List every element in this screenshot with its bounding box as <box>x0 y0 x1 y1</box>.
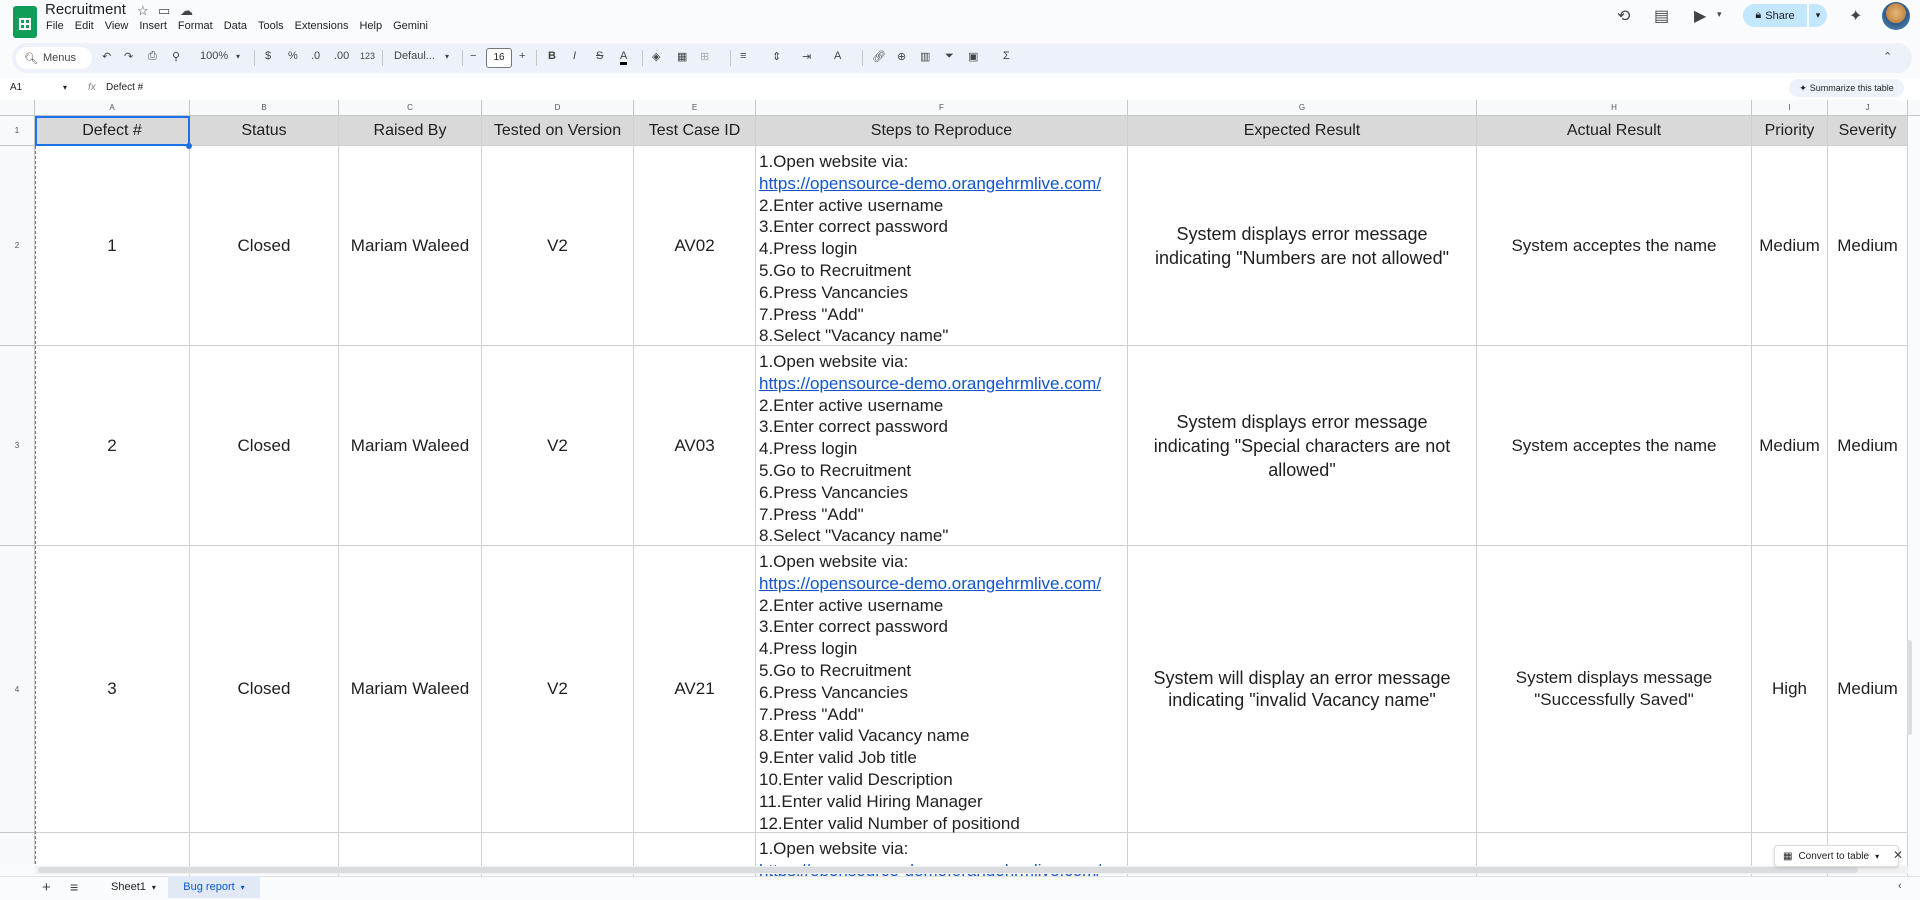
meet-icon[interactable]: ▶ <box>1694 8 1707 25</box>
add-sheet-icon[interactable]: + <box>42 879 51 896</box>
table-cell-status[interactable]: Closed <box>190 346 339 546</box>
step-line: 9.Enter valid Job title <box>759 748 917 768</box>
summarize-label: Summarize this table <box>1809 83 1894 93</box>
document-title[interactable]: Recruitment <box>45 1 126 18</box>
text-rotation-icon[interactable]: A <box>834 50 842 62</box>
step-line: 10.Enter valid Description <box>759 769 953 789</box>
divider <box>730 50 731 66</box>
horizontal-scrollbar-thumb[interactable] <box>38 867 1858 873</box>
table-cell-version[interactable]: V2 <box>482 346 634 546</box>
gemini-sparkle-icon[interactable]: ✦ <box>1849 8 1863 25</box>
strikethrough-button[interactable]: S <box>596 50 604 62</box>
redo-icon[interactable]: ↷ <box>124 51 134 63</box>
column-header-a[interactable]: A <box>35 100 190 115</box>
decrease-decimal-button[interactable]: .0 <box>311 50 321 62</box>
vertical-scrollbar-thumb[interactable] <box>1907 640 1912 735</box>
table-cell-priority[interactable]: Medium <box>1752 346 1828 546</box>
share-button[interactable] <box>1743 4 1807 27</box>
cloud-status-icon[interactable]: ☁ <box>180 3 193 18</box>
table-cell-status[interactable]: Closed <box>190 546 339 833</box>
table-cell-defect[interactable]: 1 <box>35 146 190 346</box>
step-line: 4.Press login <box>759 439 858 459</box>
table-cell-severity[interactable]: Medium <box>1828 146 1908 346</box>
menu-data[interactable]: Data <box>223 20 247 32</box>
italic-button[interactable]: I <box>573 50 577 62</box>
sheet-tab-sheet1[interactable] <box>111 881 156 893</box>
header-cell-actual[interactable]: Actual Result <box>1477 116 1752 146</box>
name-box-dropdown-icon[interactable]: ▾ <box>63 83 68 92</box>
menu-file[interactable]: File <box>46 20 64 32</box>
column-header-j[interactable]: J <box>1828 100 1908 115</box>
step-line: 4.Press login <box>759 639 858 659</box>
font-size-input[interactable]: 16 <box>486 48 512 68</box>
menu-view[interactable]: View <box>104 20 129 32</box>
table-cell-steps[interactable] <box>756 146 1128 346</box>
table-cell-test-case[interactable]: AV02 <box>634 146 756 346</box>
row-header-4[interactable]: 4 <box>0 546 34 833</box>
decrease-font-size-button[interactable]: − <box>470 50 477 62</box>
menu-format[interactable]: Format <box>177 20 213 32</box>
table-cell-expected[interactable]: System will display an error message indicating "invalid Vacancy name" <box>1128 546 1477 833</box>
step-line: 12.Enter valid Number of positiond <box>759 813 1020 833</box>
table-cell-test-case[interactable]: AV21 <box>634 546 756 833</box>
search-icon: 🔍︎ <box>24 52 38 65</box>
fill-color-icon[interactable]: ◈ <box>652 51 661 63</box>
paint-format-icon[interactable]: ⚲ <box>172 51 181 63</box>
undo-icon[interactable]: ↶ <box>102 51 112 63</box>
table-cell-severity[interactable]: Medium <box>1828 346 1908 546</box>
text-color-button[interactable]: A <box>620 50 627 65</box>
menu-tools[interactable]: Tools <box>257 20 284 32</box>
search-menus-input[interactable] <box>16 47 92 69</box>
header-cell-steps[interactable]: Steps to Reproduce <box>756 116 1128 146</box>
insert-comment-icon[interactable]: ⊕ <box>897 51 907 63</box>
column-header-e[interactable]: E <box>634 100 756 115</box>
step-line: 1.Open website via: <box>759 152 909 171</box>
table-cell-actual[interactable]: System acceptes the name <box>1477 346 1752 546</box>
step-line: 5.Go to Recruitment <box>759 260 912 280</box>
share-label: Share <box>1765 9 1795 22</box>
website-link[interactable]: https://opensource-demo.orangehrmlive.com/ <box>759 573 1102 593</box>
table-cell-defect[interactable]: 3 <box>35 546 190 833</box>
filter-views-icon[interactable]: ▣ <box>968 51 979 63</box>
menu-extensions[interactable]: Extensions <box>294 20 349 32</box>
step-line: 8.Select "Vacancy name" <box>759 326 949 346</box>
table-cell-severity[interactable]: Medium <box>1828 546 1908 833</box>
sheet-tab-label: Bug report <box>183 881 235 893</box>
column-header-g[interactable]: G <box>1128 100 1477 115</box>
percent-format-button[interactable]: % <box>288 50 298 62</box>
table-cell-version[interactable]: V2 <box>482 146 634 346</box>
step-line: 6.Press Vancancies <box>759 282 908 302</box>
menu-bar <box>46 20 439 32</box>
close-icon[interactable]: ✕ <box>1893 848 1904 862</box>
header-cell-raised-by[interactable]: Raised By <box>339 116 482 146</box>
website-link[interactable]: https://opensource-demo.orangehrmlive.com/ <box>759 373 1102 393</box>
borders-icon[interactable]: ▦ <box>677 51 688 63</box>
step-line: 1.Open website via: <box>759 839 909 858</box>
table-cell-actual[interactable]: System acceptes the name <box>1477 146 1752 346</box>
all-sheets-icon[interactable]: ≡ <box>70 879 79 895</box>
step-line: 1.Open website via: <box>759 352 909 371</box>
table-cell-version[interactable]: V2 <box>482 546 634 833</box>
table-cell-steps[interactable] <box>756 346 1128 546</box>
step-line: 5.Go to Recruitment <box>759 460 912 480</box>
currency-format-button[interactable]: $ <box>265 50 272 62</box>
table-cell-steps[interactable] <box>756 546 1128 833</box>
step-line: 7.Press "Add" <box>759 304 864 324</box>
sheet-tab-bug-report[interactable] <box>168 876 260 898</box>
functions-button[interactable]: Σ <box>1003 50 1010 62</box>
column-header-d[interactable]: D <box>482 100 634 115</box>
header-cell-version[interactable]: Tested on Version <box>482 116 634 146</box>
move-folder-icon[interactable]: ▭ <box>158 3 171 18</box>
vertical-align-icon[interactable]: ⇕ <box>772 51 782 63</box>
table-cell-priority[interactable]: High <box>1752 546 1828 833</box>
step-line: 5.Go to Recruitment <box>759 660 912 680</box>
step-line: 4.Press login <box>759 239 858 259</box>
zoom-select[interactable]: 100% <box>200 50 229 62</box>
row-header-3[interactable]: 3 <box>0 346 34 546</box>
select-all-corner[interactable] <box>0 100 35 115</box>
lock-icon: 🔒︎ <box>1755 9 1762 21</box>
scroll-left-icon[interactable]: ‹ <box>1898 880 1902 892</box>
table-cell-raised-by[interactable]: Mariam Waleed <box>339 146 482 346</box>
table-cell-defect[interactable]: 2 <box>35 346 190 546</box>
row-header-2[interactable]: 2 <box>0 146 34 346</box>
step-line: 1.Open website via: <box>759 552 909 571</box>
convert-to-table-button[interactable] <box>1774 845 1899 867</box>
font-select[interactable]: Defaul... <box>394 50 435 62</box>
header-cell-status[interactable]: Status <box>190 116 339 146</box>
increase-decimal-button[interactable]: .00 <box>334 50 350 62</box>
increase-font-size-button[interactable]: + <box>519 50 526 62</box>
header-cell-priority[interactable]: Priority <box>1752 116 1828 146</box>
convert-label: Convert to table <box>1798 850 1870 862</box>
table-cell-actual[interactable]: System displays message "Successfully Saved" <box>1477 546 1752 833</box>
step-line: 3.Enter correct password <box>759 217 948 237</box>
sheet-tab-label: Sheet1 <box>111 881 146 893</box>
step-line: 2.Enter active username <box>759 195 944 215</box>
menu-gemini[interactable]: Gemini <box>393 20 428 32</box>
text-wrapping-icon[interactable]: ⇥ <box>802 51 812 63</box>
sheet-tab-dropdown-icon[interactable]: ▾ <box>240 882 245 892</box>
formula-input[interactable]: Defect # <box>106 82 144 93</box>
step-line: 2.Enter active username <box>759 595 944 615</box>
divider <box>862 50 863 66</box>
header-cell-expected[interactable]: Expected Result <box>1128 116 1477 146</box>
share-dropdown-icon[interactable]: ▾ <box>1809 4 1827 27</box>
insert-chart-icon[interactable]: ▥ <box>920 51 931 63</box>
header-cell-test-case[interactable]: Test Case ID <box>634 116 756 146</box>
meet-dropdown-icon[interactable]: ▾ <box>1717 9 1722 19</box>
row-header-bar <box>0 116 35 864</box>
table-icon: ▦ <box>1783 850 1793 862</box>
divider <box>642 50 643 66</box>
column-header-b[interactable]: B <box>190 100 339 115</box>
step-line: 3.Enter correct password <box>759 617 948 637</box>
search-placeholder: Menus <box>42 52 76 64</box>
sheet-tab-bar <box>0 876 1920 900</box>
table-cell-raised-by[interactable]: Mariam Waleed <box>339 546 482 833</box>
star-icon[interactable]: ☆ <box>137 3 149 18</box>
table-cell-expected[interactable]: System displays error message indicating "Numbers are not allowed" <box>1128 146 1477 346</box>
horizontal-align-icon[interactable]: ≡ <box>740 50 747 62</box>
website-link[interactable]: https://opensource-demo.orangehrmlive.com/ <box>759 173 1102 193</box>
version-history-icon[interactable]: ⟲ <box>1617 8 1631 25</box>
column-header-h[interactable]: H <box>1477 100 1752 115</box>
table-cell-raised-by[interactable]: Mariam Waleed <box>339 346 482 546</box>
table-cell-test-case[interactable]: AV03 <box>634 346 756 546</box>
menu-insert[interactable]: Insert <box>139 20 167 32</box>
divider <box>462 50 463 66</box>
step-line: 3.Enter correct password <box>759 417 948 437</box>
insert-link-icon[interactable]: 🔗︎ <box>872 51 886 63</box>
column-header-bar <box>0 100 1920 116</box>
table-cell-status[interactable]: Closed <box>190 146 339 346</box>
header-cell-severity[interactable]: Severity <box>1828 116 1908 146</box>
fill-handle[interactable] <box>186 143 192 149</box>
divider <box>254 50 255 66</box>
table-cell-priority[interactable]: Medium <box>1752 146 1828 346</box>
freeze-divider <box>35 146 36 864</box>
zoom-dropdown-icon[interactable]: ▾ <box>236 52 241 61</box>
step-line: 8.Select "Vacancy name" <box>759 526 949 546</box>
spreadsheet-grid[interactable] <box>35 116 1908 864</box>
formula-bar <box>0 78 1920 101</box>
step-line: 2.Enter active username <box>759 395 944 415</box>
menu-help[interactable]: Help <box>359 20 383 32</box>
header-cell-defect[interactable]: Defect # <box>35 116 190 146</box>
sheets-logo-icon[interactable] <box>13 6 37 38</box>
fx-icon: fx <box>88 82 96 93</box>
divider <box>382 50 383 66</box>
column-header-f[interactable]: F <box>756 100 1128 115</box>
step-line: 7.Press "Add" <box>759 704 864 724</box>
step-line: 6.Press Vancancies <box>759 482 908 502</box>
avatar[interactable] <box>1882 2 1910 30</box>
step-line: 7.Press "Add" <box>759 504 864 524</box>
number-format-button[interactable]: 123 <box>360 51 376 61</box>
merge-cells-icon[interactable]: ⊞ <box>700 51 710 63</box>
collapse-toolbar-icon[interactable]: ⌃ <box>1883 51 1893 63</box>
convert-dropdown-icon[interactable]: ▾ <box>1875 851 1880 861</box>
divider <box>536 50 537 66</box>
step-line: 8.Enter valid Vacancy name <box>759 726 970 746</box>
font-dropdown-icon[interactable]: ▾ <box>445 52 450 61</box>
step-line: 11.Enter valid Hiring Manager <box>759 791 983 811</box>
step-line: 6.Press Vancancies <box>759 682 908 702</box>
filter-icon[interactable]: ⏷ <box>945 50 954 62</box>
summarize-table-button[interactable] <box>1789 79 1904 97</box>
menu-edit[interactable]: Edit <box>74 20 94 32</box>
column-header-c[interactable]: C <box>339 100 482 115</box>
column-header-i[interactable]: I <box>1752 100 1828 115</box>
name-box[interactable]: A1 <box>10 82 23 93</box>
bold-button[interactable]: B <box>548 50 556 62</box>
comments-icon[interactable]: ▤ <box>1654 8 1670 25</box>
sheet-tab-dropdown-icon[interactable]: ▾ <box>151 882 156 892</box>
sparkle-icon: ✦ <box>1799 82 1807 93</box>
row-header-1[interactable]: 1 <box>0 116 34 146</box>
table-cell-expected[interactable]: System displays error message indicating "Special characters are not allowed" <box>1128 346 1477 546</box>
print-icon[interactable]: ⎙ <box>148 50 157 62</box>
